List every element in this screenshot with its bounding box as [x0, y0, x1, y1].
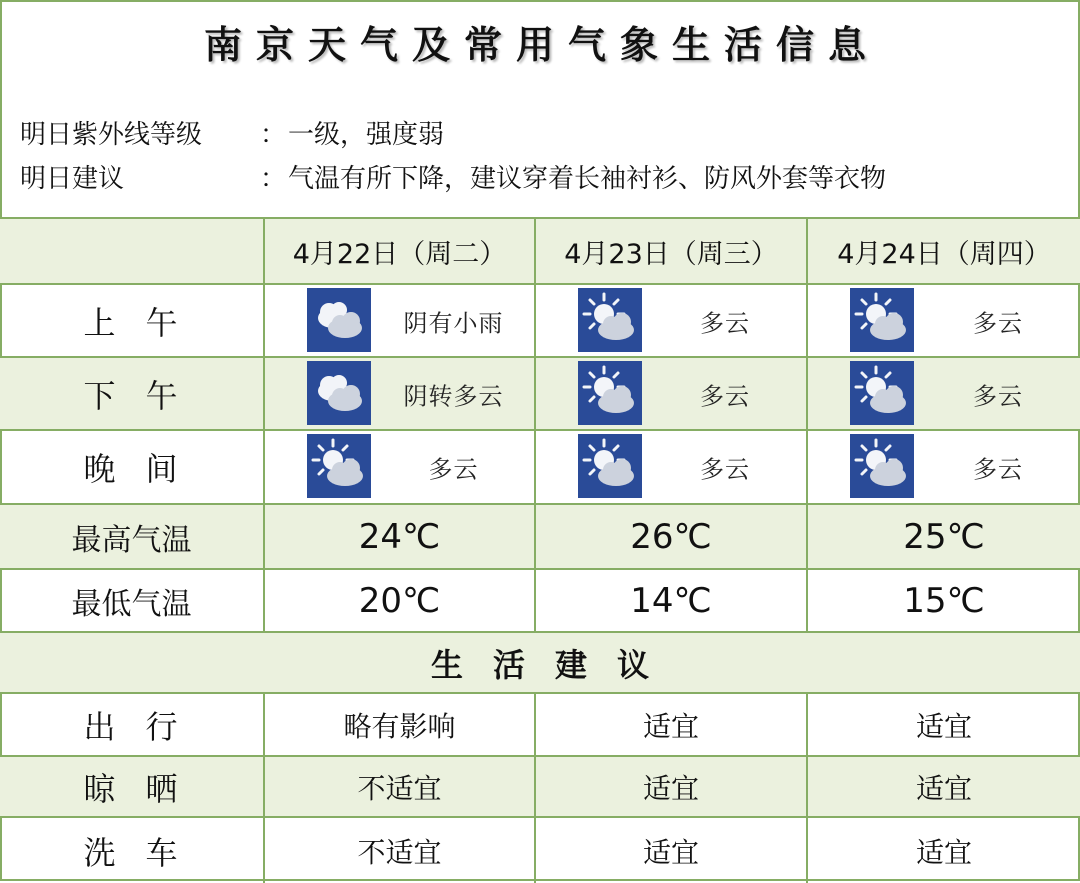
tip-colon: ： — [260, 164, 287, 194]
section-title: 生活建议 — [430, 645, 679, 684]
partly-cloudy-icon — [850, 434, 914, 498]
weather-text: 多云 — [973, 455, 1023, 484]
period-row-morning — [0, 285, 1080, 358]
period-label: 晚间 — [0, 431, 265, 503]
weather-text: 阴有小雨 — [403, 309, 504, 337]
partly-cloudy-icon — [850, 361, 914, 425]
partly-cloudy-icon — [578, 288, 642, 352]
uv-colon: ： — [260, 120, 287, 150]
high-temp-value: 25℃ — [903, 516, 985, 557]
forecast-cell — [536, 285, 806, 356]
period-label: 下午 — [0, 358, 265, 429]
advice-value: 不适宜 — [265, 818, 536, 883]
tip-value: 气温有所下降，建议穿着长袖衬衫、防风外套等衣物 — [288, 164, 887, 194]
date-header-row — [0, 219, 1080, 285]
advice-label: 晾晒 — [0, 757, 265, 816]
advice-value: 适宜 — [536, 694, 808, 755]
weather-text: 阴转多云 — [403, 382, 504, 410]
uv-value: 一级，强度弱 — [288, 120, 445, 150]
date-cell: 4月23日（周三） — [536, 219, 808, 283]
high-temp-label: 最高气温 — [0, 505, 265, 568]
partly-cloudy-icon — [578, 434, 642, 498]
advice-label: 洗车 — [0, 818, 265, 883]
high-temp-value: 26℃ — [536, 505, 808, 568]
period-label: 上午 — [0, 285, 265, 356]
page-title: 南京天气及常用气象生活信息 — [203, 22, 880, 67]
uv-label: 明日紫外线等级 — [20, 120, 203, 150]
forecast-cell — [808, 285, 1080, 356]
advice-row-drying — [0, 757, 1080, 818]
advice-value: 适宜 — [536, 818, 808, 883]
overcast-cloud-icon — [307, 288, 371, 352]
partly-cloudy-icon — [307, 434, 371, 498]
overcast-cloud-icon — [307, 361, 371, 425]
advice-value: 略有影响 — [265, 694, 536, 755]
life-advice-header-row — [0, 633, 1080, 694]
advice-label: 出行 — [0, 694, 265, 755]
low-temp-value: 20℃ — [265, 570, 536, 631]
weather-text: 多云 — [973, 309, 1023, 337]
partly-cloudy-icon — [578, 361, 642, 425]
low-temp-label: 最低气温 — [0, 570, 265, 631]
period-row-afternoon — [0, 358, 1080, 431]
forecast-cell — [265, 431, 534, 503]
advice-value: 不适宜 — [265, 757, 536, 816]
advice-value: 适宜 — [915, 771, 972, 805]
low-temp-value: 14℃ — [536, 570, 808, 631]
forecast-cell — [808, 358, 1080, 429]
high-temp-row — [0, 505, 1080, 570]
forecast-cell — [808, 431, 1080, 503]
weather-text: 多云 — [700, 382, 750, 410]
date-cell: 4月24日（周四） — [837, 238, 1051, 270]
advice-value: 适宜 — [915, 709, 972, 743]
forecast-cell — [536, 358, 806, 429]
advice-row-travel — [0, 694, 1080, 757]
forecast-cell — [265, 358, 534, 429]
forecast-table — [0, 217, 1080, 872]
forecast-cell — [265, 285, 534, 356]
weather-text: 多云 — [700, 455, 750, 484]
date-cell: 4月22日（周二） — [265, 219, 536, 283]
high-temp-value: 24℃ — [265, 505, 536, 568]
corner-cell — [0, 219, 265, 283]
weather-text: 多云 — [700, 309, 750, 337]
tip-label: 明日建议 — [20, 164, 125, 194]
advice-value: 适宜 — [915, 835, 972, 869]
weather-text: 多云 — [428, 455, 479, 484]
advice-row-carwash — [0, 818, 1080, 883]
low-temp-row — [0, 570, 1080, 633]
partly-cloudy-icon — [850, 288, 914, 352]
low-temp-value: 15℃ — [903, 580, 985, 621]
forecast-cell — [536, 431, 806, 503]
period-row-evening — [0, 431, 1080, 505]
advice-value: 适宜 — [536, 757, 808, 816]
weather-text: 多云 — [973, 382, 1023, 410]
